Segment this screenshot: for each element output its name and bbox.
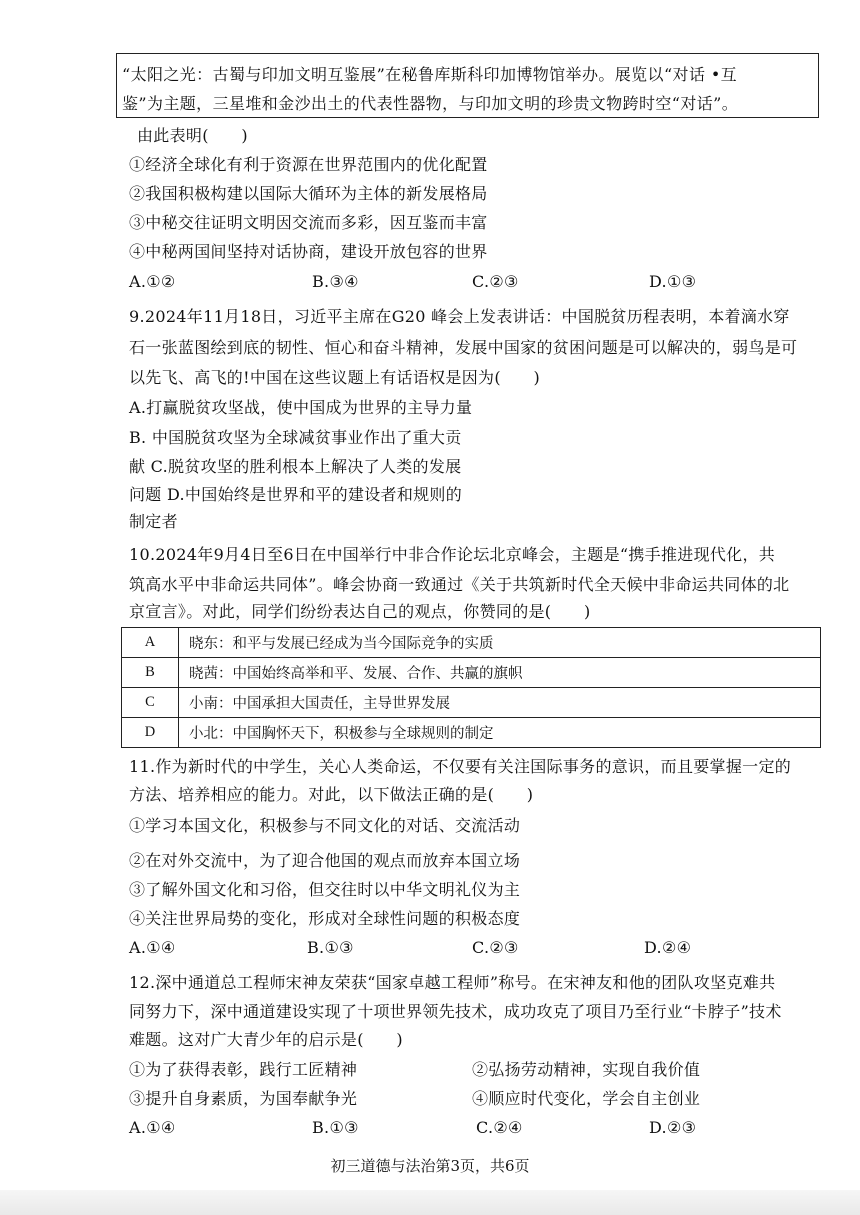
q10-line-3: 京宣言》。对此，同学们纷纷表达自己的观点，你赞同的是( ) [129, 602, 591, 621]
q11-option-3: ③了解外国文化和习俗，但交往时以中华文明礼仪为主 [129, 880, 521, 899]
q12-answer-c: C.②④ [476, 1118, 523, 1137]
page-footer: 初三道德与法治第3页，共6页 [330, 1157, 530, 1175]
q8-option-2: ②我国积极构建以国际大循环为主体的新发展格局 [129, 184, 488, 203]
q9-line-1: 9.2024年11月18日，习近平主席在G20 峰会上发表讲话：中国脱贫历程表明，本着滴水穿 [129, 307, 790, 326]
q9-option-line-3: 献 C.脱贫攻坚的胜利根本上解决了人类的发展 [129, 457, 462, 476]
table-row-text: 小北：中国胸怀天下，积极参与全球规则的制定 [179, 718, 821, 748]
q12-option-2: ②弘扬劳动精神，实现自我价值 [472, 1060, 701, 1079]
table-row [122, 718, 821, 748]
table-row-text: 晓东：和平与发展已经成为当今国际竞争的实质 [179, 628, 821, 658]
q9-line-2: 石一张蓝图绘到底的韧性、恒心和奋斗精神，发展中国家的贫困问题是可以解决的，弱鸟是可 [129, 338, 798, 357]
q12-answer-d: D.②③ [649, 1118, 697, 1137]
q9-option-line-5: 制定者 [129, 512, 178, 531]
q10-line-1: 10.2024年9月4日至6日在中国举行中非合作论坛北京峰会，主题是“携手推进现代化，共 [129, 545, 776, 564]
q11-option-4: ④关注世界局势的变化，形成对全球性问题的积极态度 [129, 909, 521, 928]
q11-option-2: ②在对外交流中，为了迎合他国的观点而放弃本国立场 [129, 851, 521, 870]
q11-answer-d: D.②④ [644, 938, 692, 957]
q10-line-2: 筑高水平中非命运共同体”。峰会协商一致通过《关于共筑新时代全天候中非命运共同体的北 [129, 575, 790, 594]
q11-line-1: 11.作为新时代的中学生，关心人类命运，不仅要有关注国际事务的意识，而且要掌握一定的 [129, 757, 792, 776]
q9-option-line-1: A.打赢脱贫攻坚战，使中国成为世界的主导力量 [129, 398, 473, 417]
q12-option-1: ①为了获得表彰，践行工匠精神 [129, 1060, 358, 1079]
q10-options-table [121, 627, 821, 748]
q12-line-2: 同努力下，深中通道建设实现了十项世界领先技术，成功攻克了项目乃至行业“卡脖子”技术 [129, 1002, 782, 1021]
table-row-key: D [122, 718, 179, 748]
table-row-key: A [122, 628, 179, 658]
q8-option-1: ①经济全球化有利于资源在世界范围内的优化配置 [129, 155, 488, 174]
q8-answer-d: D.①③ [649, 272, 697, 291]
q11-answer-a: A.①④ [129, 938, 176, 957]
table-row-text: 小南：中国承担大国责任，主导世界发展 [179, 688, 821, 718]
q8-option-3: ③中秘交往证明文明因交流而多彩，因互鉴而丰富 [129, 213, 488, 232]
q11-answer-c: C.②③ [472, 938, 519, 957]
table-row [122, 658, 821, 688]
q11-option-1: ①学习本国文化，积极参与不同文化的对话、交流活动 [129, 816, 521, 835]
intro-line-2: 鉴”为主题，三星堆和金沙出土的代表性器物，与印加文明的珍贵文物跨时空“对话”。 [122, 94, 739, 113]
q12-option-3: ③提升自身素质，为国奉献争光 [129, 1089, 358, 1108]
q12-line-3: 难题。这对广大青少年的启示是( ) [129, 1030, 403, 1049]
q8-option-4: ④中秘两国间坚持对话协商，建设开放包容的世界 [129, 242, 488, 261]
q8-answer-a: A.①② [129, 272, 176, 291]
q12-option-4: ④顺应时代变化，学会自主创业 [472, 1089, 701, 1108]
q11-answer-b: B.①③ [307, 938, 354, 957]
page-bottom-shadow [0, 1190, 860, 1215]
table-row-key: B [122, 658, 179, 688]
q8-answer-b: B.③④ [312, 272, 359, 291]
table-row [122, 628, 821, 658]
q9-line-3: 以先飞、高飞的!中国在这些议题上有话语权是因为( ) [129, 368, 541, 387]
q12-answer-a: A.①④ [129, 1118, 176, 1137]
table-row [122, 688, 821, 718]
intro-box [116, 53, 819, 118]
q12-answer-b: B.①③ [312, 1118, 359, 1137]
q9-option-line-4: 问题 D.中国始终是世界和平的建设者和规则的 [129, 485, 463, 504]
q8-answer-c: C.②③ [472, 272, 519, 291]
q8-stem: 由此表明( ) [137, 126, 248, 145]
intro-line-1: “太阳之光：古蜀与印加文明互鉴展”在秘鲁库斯科印加博物馆举办。展览以“对话 •互 [122, 65, 738, 84]
q9-option-line-2: B. 中国脱贫攻坚为全球减贫事业作出了重大贡 [129, 428, 462, 447]
q12-line-1: 12.深中通道总工程师宋神友荣获“国家卓越工程师”称号。在宋神友和他的团队攻坚克难共 [129, 973, 776, 992]
table-row-key: C [122, 688, 179, 718]
q11-line-2: 方法、培养相应的能力。对此，以下做法正确的是( ) [129, 785, 534, 804]
table-row-text: 晓茜：中国始终高举和平、发展、合作、共赢的旗帜 [179, 658, 821, 688]
